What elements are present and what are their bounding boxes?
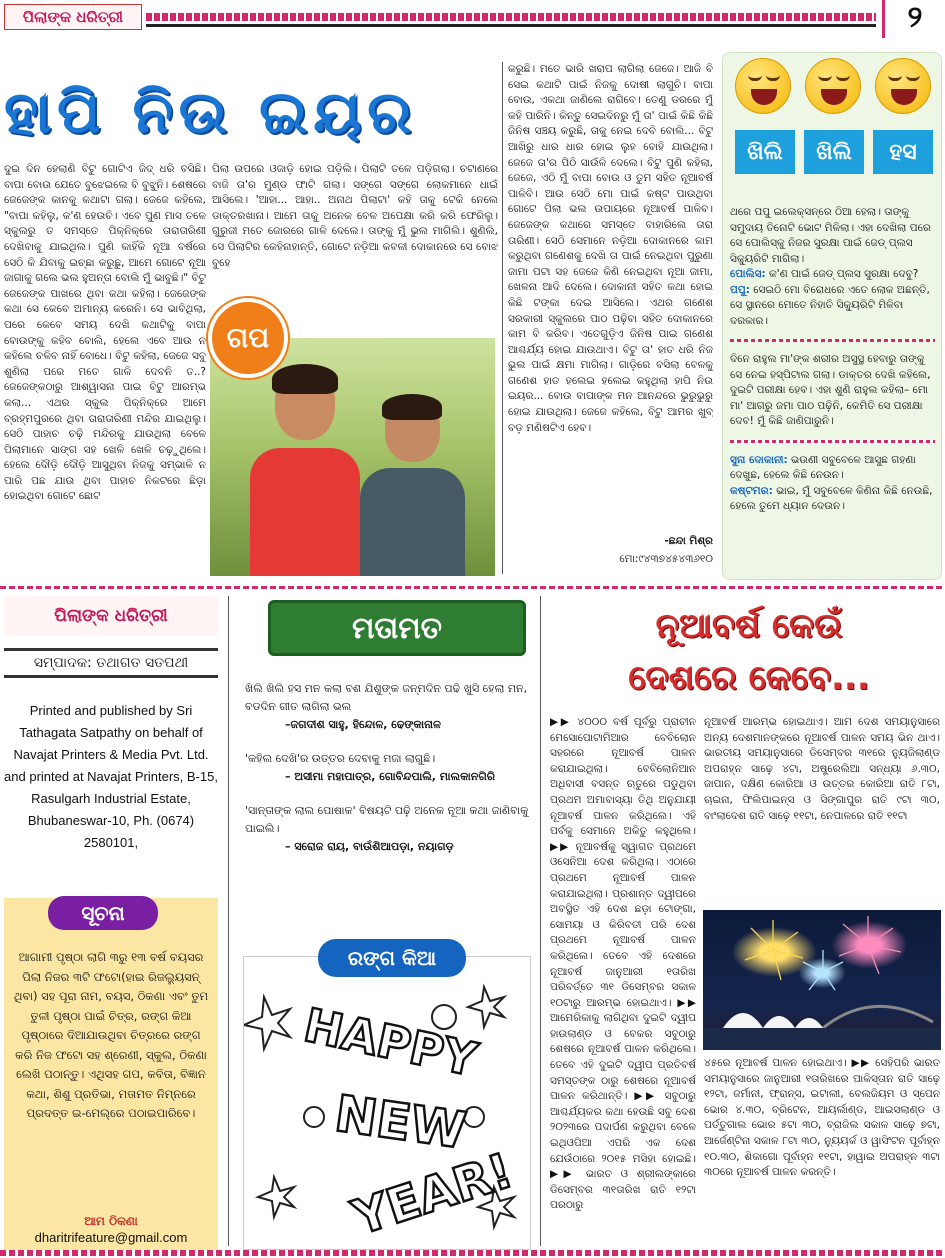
article-column-1: ▶▶ ୪୦୦୦ ବର୍ଷ ପୂର୍ବରୁ ପ୍ରାଚୀନ ମେସୋପୋଟାମିଆର ବେବିଲୋନ ସହରରେ ନୂଆବର୍ଷ ପାଳନ କରାଯାଇଥିଲା। ବେବିଲୋନିଆନ ଅଧିବାସୀ ବସନ୍ତ ଋତୁରେ ପଡୁଥିବା ପ୍ରଥମ ଅମାବାସ୍ୟା ତିଥି ଅନୁଯାୟୀ ନୂଆବର୍ଷ ପାଳନ କରିଥିଲେ। ଏହି ପର୍ବକୁ ସେମାନେ ଅକିତୁ କହୁଥିଲେ। ▶▶ ନୂଆବର୍ଷକୁ ସ୍ୱାଗତ ପ୍ରଥମେ ଓସେନିଆ ଦେଶ କରିଥିଲା। ଏଠାରେ ପ୍ରଥମେ ନୂଆବର୍ଷ ପାଳନ କରାଯାଇଥିଲା। ପ୍ରଶାନ୍ତ ଦ୍ୱୀପରେ ଅବସ୍ଥିତ ଏହି ଦେଶ ଛଡ଼ା ଟୋଙ୍ଗା, ସୋମୟା ଓ କିରିବତୀ ପରି ଦେଶ ପ୍ରଥମେ ନୂଆବର୍ଷ ପାଳନ କରିଥିଲେ। ତେବେ ଏହି ଦେଶରେ ନୂଆବର୍ଷ ଜାନୁଆରୀ ୧ତାରିଖ ପରିବର୍ତ୍ତେ ୩୧ ଡିସେମ୍ବର ସକାଳ ୧୦ଟାରୁ ଆରମ୍ଭ ହୋଇଥାଏ। ▶▶ ଆମେରିକାକୁ ଲାଗିଥିବା ଦୁଇଟି ଦ୍ୱୀପ ହାଉଲାଣ୍ଡ ଓ ବେକର ସବୁଠାରୁ ଶେଷରେ ନୂଆବର୍ଷ ପାଳନ କରିଥିଲେ। ତେବେ ଏହି ଦୁଇଟି ଦ୍ୱୀପ ପ୍ରତିବର୍ଷ ସମସ୍ତଙ୍କ ଠାରୁ ଶେଷରେ ନୂଆବର୍ଷ ପାଳନ କରିଥାନ୍ତି। ▶▶ ସବୁଠାରୁ ଆଶ୍ଚର୍ଯ୍ୟକର କଥା ହେଉଛି ସବୁ ଦେଶ ୨୦୨୩ରେ ପଦାର୍ପଣ କରୁଥିବା ବେଳେ ଇଥିଓପିଆ ଏପରି ଏକ ଦେଶ ଯେଉଁଠାରେ ୨୦୧୫ ମସିହା ହୋଇଛି। ▶▶ ଭାରତ ଓ ଶ୍ରୀଲଙ୍କାରେ ଡିସେମ୍ବର ୩୧ତାରିଖ ରାତି ୧୨ଟା ପରଠାରୁ bbox=[550, 716, 696, 1212]
coloring-word: HAPPY bbox=[299, 997, 482, 1087]
coloring-word: NEW bbox=[331, 1084, 470, 1161]
opinion-title: ମତାମତ bbox=[268, 600, 526, 656]
joke-3-speaker: କଷ୍ଟମର: bbox=[730, 484, 773, 497]
article-column-2-bottom: ୪୫ରେ ନୂଆବର୍ଷ ପାଳନ ହୋଇଥାଏ। ▶▶ ସେହିପରି ଭାରତ ସମୟାନୁସାରେ ଜାନୁଆରୀ ୧ତାରିଖରେ ପାକିସ୍ତାନ ରାତି ସାଢ଼େ ୧୨ଟା, ଜର୍ମାନୀ, ଫ୍ରାନ୍ସ, ଇଟାଲୀ, ବେଲଜିୟମ ଓ ସ୍ପେନ ଭୋର ୪.୩୦, ବ୍ରିଟେନ, ଆୟର୍ଲାଣ୍ଡ, ଆଇସଲାଣ୍ଡ ଓ ପର୍ତ୍ତୁଗାଲ ଭୋର ୫ଟା ୩୦, ବ୍ରାଜିଲ ସକାଳ ସାଢ଼େ ୭ଟା, ଆର୍ଜେଣ୍ଟିନା ସକାଳ ୮ଟା ୩୦, ନ୍ୟୁୟର୍କ ଓ ୱାସିଂଟନ ପୂର୍ବାହ୍ନ ୧୦.୩୦, ଶିକାଗୋ ପୂର୍ବାହ୍ନ ୧୧ଟା, ହାୱାଇ ଅପରାହ୍ନ ୩ଟା ୩୦ରେ ନୂଆବର୍ଷ ପାଳନ କରନ୍ତି। bbox=[704, 1057, 940, 1179]
opinion-list bbox=[245, 680, 535, 872]
masthead-stripe bbox=[146, 13, 876, 21]
laughing-emoji-icon bbox=[735, 58, 791, 114]
opinion-author: – ଅସୀମା ମହାପାତ୍ର, ଗୋବିନ୍ଦପାଲି, ମାଲକାନଗିରି bbox=[285, 770, 496, 783]
coloring-art bbox=[243, 956, 531, 1250]
column-divider bbox=[228, 596, 229, 1246]
imprint-editor: ସମ୍ପାଦକ: ତଥାଗତ ସତପଥୀ bbox=[4, 648, 218, 678]
star-doodle-icon bbox=[468, 987, 504, 1027]
notice-title: ସୂଚନା bbox=[48, 896, 158, 930]
masthead-rule bbox=[146, 24, 876, 27]
notice-address-label: ଆମ ଠିକଣା bbox=[84, 1214, 138, 1228]
fireworks-photo bbox=[703, 910, 941, 1050]
column-divider bbox=[540, 596, 541, 1246]
star-doodle-icon bbox=[244, 997, 290, 1049]
story-column-3: କରୁଛି। ମତେ ଭାରି ଖରାପ ଲାଗିଲା ଜେଜେ। ଆଜି ବି ସେଇ କଥାଟି ପାଇଁ ନିଜକୁ ଦୋଷୀ ଲାଗୁଚି। ବାପା ବୋଉ, ଏକଥା ଜାଣିଲେ ରାଗିବେ। ତେଣୁ ଡରରେ ମୁଁ କହି ପାରିନି। କିନ୍ତୁ ସେଇଦିନରୁ ମୁଁ ତା' ପାଇଁ କିଛି କିଛି ଜିନିଷ ସଞ୍ଚୟ କରୁଛି, ତାକୁ ନେଇ ଦେବି ବୋଲି... ବିଟୁ ଆଖିରୁ ଧାର ଧାର ହୋଇ ଲୁହ ବୋହି ଯାଉଥିଲା। ଜେଜେ ତା'ର ପିଠି ସାଉଁଳି ଦେଲେ। ବିଟୁ ପୁଣି କହିଲା, ଜେଜେ, ଏଠି ମୁଁ ବାପା ବୋଉ ଓ ତୁମ ସହିତ ନୂଆବର୍ଷ ପାଳିବି। ଆଉ ସେଠି ମୋ ପାଇଁ କଷ୍ଟ ପାଉଥିବା ଗୋଟେ ପିଲା ଭଲ ଉପାୟରେ ନୂଆବର୍ଷ ପାଳିବ। ଜେଜେଙ୍କ କଥାରେ ସମସ୍ତେ ବାହାରିଲେ ତାରା ତାରିଣୀ। ସେଠି ସେମାନେ ନଡ଼ିଆ ଦୋକାନରେ କାମ କରୁଥିବା ଗଣେଶକୁ ଦେଖି ତା ପାଇଁ ନେଇଥିବା ପୁରୁଣା ଜାମା ପଟା ସହ ଜେଜେ କିଣି ନେଇଥିବା ନୂଆ ଜାମା, ଖେଳନା ଆଦି ଦେଲେ। ଦୋକାନୀ ସହିତ କଥା ହୋଇ କିଛି ଟଙ୍କା ଦେଇ ଆସିଲେ। ଏଥର ଗଣେଶ ସରକାରୀ ସ୍କୁଲରେ ପାଠ ପଢ଼ିବା ସହିତ ଦୋକାନରେ କାମ ବି କରିବ। ଏତେଗୁଡ଼ିଏ ଜିନିଷ ପାଇ ଗଣେଶ ଆଶ୍ଚର୍ଯ୍ୟ ହୋଇ ଯାଉଥାଏ। ବିଟୁ ତା' ହାତ ଧରି ନିଜ ଭୁଲ ପାଇଁ କ୍ଷମା ମାଗିଲା। ଗାଡ଼ିରେ ବସିଲା ବେଳକୁ ଗଣେଶ ହାତ ହଲେଇ ହଲେଇ କହୁଥିଲା ହାପି ନିଉ ଇୟର... ବୋଉ ବାପାଙ୍କ ମନ ଆନନ୍ଦରେ ଭୁରୁଭୁରୁ ହୋଇ ଯାଉଥିଲା। ଜେଜେ କହିଲେ, ବିଟୁ ଆମର ଖୁବ୍ ବଡ଼ ମଣିଷଟିଏ ହେବ। bbox=[508, 63, 713, 434]
joke-1: ଥରେ ପପୁ ଇଲେକ୍ସନ୍‌ରେ ଠିଆ ହେଲା। ତାଙ୍କୁ ସମୁଦାୟ ତିନୋଟି ଭୋଟ ମିଳିଲା। ଏହା ଦେଖିଲା ପରେ ସେ ପୋଲିସ୍‌କୁ ନିଜର ସୁରକ୍ଷା ପାଇଁ ଜେଡ୍ ପ୍ଲସ ସିକ୍ୟୁରିଟି ମାଗିଲା। bbox=[730, 206, 931, 265]
notice-text: ଆଗାମୀ ପୃଷ୍ଠା ଲାଗି ୩ରୁ ୧୩ ବର୍ଷ ବୟସର ପିଲା ନିଜର ୩ଟି ଫଟୋ(ହାଇ ରିଜଲ୍ୟୁସନ୍ ଥିବା) ସହ ପୂରା ନାମ, ବୟସ, ଠିକଣା ଏବଂ ତୁମ ତୁଳୀ ପୃଷ୍ଠା ପାଇଁ ଚିତ୍ର, ରଙ୍ଗ କିଆ ପୃଷ୍ଠାରେ ଦିଆଯାଉଥିବା ଚିତ୍ରରେ ରଙ୍ଗ କରି ନିଜ ଫଟୋ ସହ ଶ୍ରେଣୀ, ସ୍କୁଲ, ଠିକଣା ଲେଖି ପଠାନ୍ତୁ। ଏଥିସହ ଗପ, କବିତା, ବିଜ୍ଞାନ କଥା, ଶିଶୁ ପ୍ରତିଭା, ମତାମତ ନିମ୍ନରେ ପ୍ରଦତ୍ତ ଇ-ମେଲ୍‌ରେ ପଠାଇପାରିବେ। bbox=[13, 950, 209, 1120]
joke-1-speaker: ପୋଲିସ: bbox=[730, 268, 766, 280]
story-headline: ହାପି ନିଉ ଇୟର bbox=[4, 78, 418, 146]
jokes-title-word: ଖିଲି bbox=[735, 130, 795, 174]
star-doodle-icon bbox=[258, 1177, 294, 1217]
bridge-silhouette bbox=[823, 1006, 933, 1028]
opinion-text: 'କହିଲ ଦେଖି'ର ଉତ୍ତର ଦେବାକୁ ମଜା ଲାଗୁଛି। bbox=[245, 752, 436, 765]
jokes-title-word: ହସ bbox=[873, 130, 933, 174]
article-title-line-1: ନୂଆବର୍ଷ କେଉଁ bbox=[655, 606, 843, 646]
opera-house-silhouette bbox=[723, 1013, 823, 1028]
imprint-text: Printed and published by Sri Tathagata Satpathy on behalf of Navajat Printers & Media Pvt. Ltd. and printed at Navajat Printers, B-15, Rasulgarh Industrial Estate, Bhubaneswar-10, Ph. (0674) 2580101, bbox=[4, 703, 218, 850]
coloring-illustration bbox=[244, 957, 531, 1250]
laughing-emoji-icon bbox=[805, 58, 861, 114]
fireworks-illustration bbox=[703, 910, 941, 1050]
article-column-2-top: ନୂଆବର୍ଷ ଆରମ୍ଭ ହୋଇଥାଏ। ଆମ ଦେଶ ସମୟାନୁସାରେ ଅନ୍ୟ ଦେଶମାନଙ୍କରେ ନୂଆବର୍ଷ ପାଳନ ସମୟ ଭିନ ଥାଏ। ଭାରତୀୟ ସମୟାନୁସାରେ ଡିସେମ୍ବର ୩୧ରେ ନ୍ୟୁଜିଲାଣ୍ଡ ଅପରାହ୍ନ ସାଢ଼େ ୪ଟା, ଅଷ୍ଟ୍ରେଲିଆ ସନ୍ଧ୍ୟା ୬.୩୦, ଜାପାନ, ଦକ୍ଷିଣ କୋରିଆ ଓ ଉତ୍ତର କୋରିଆ ରାତି ୮ଟା, ଚାଇନା, ଫିଲିପାଇନ୍ସ ଓ ସିଙ୍ଗାପୁର ରାତି ୯ଟା ୩୦, ବାଂଲାଦେଶ ରାତି ସାଢ଼େ ୧୧ଟା, ନେପାଳରେ ରାତି ୧୧ଟା bbox=[704, 716, 940, 822]
story-author-phone: ମୋ:୯୪୩୭୪୫୪୩୬୧୦ bbox=[619, 553, 713, 565]
page-number-divider bbox=[882, 0, 885, 38]
joke-3-line: ଭାଇ, ମୁଁ ସବୁବେଳେ କିଣିନା କିଛି ନେଉଛି, ହେଲେ ତୁମେ ଧ୍ୟାନ ଦେଉନ। bbox=[730, 484, 933, 512]
article-title bbox=[560, 600, 938, 710]
opinion-item bbox=[245, 750, 535, 786]
story-author: -ଛନ୍ଦା ମିଶ୍ର bbox=[664, 535, 713, 547]
column-divider bbox=[502, 62, 503, 574]
joke-1-speaker: ପପୁ: bbox=[730, 283, 750, 296]
jokes-body bbox=[730, 205, 935, 515]
boy-red-shirt-figure bbox=[250, 368, 360, 576]
opinion-item bbox=[245, 680, 535, 734]
laughing-emoji-icon bbox=[875, 58, 931, 114]
section-divider bbox=[0, 586, 945, 589]
opinion-author: – ସରୋଜ ରାୟ, ବାଉଁଶିଆପଡ଼ା, ନୟାଗଡ଼ bbox=[285, 840, 454, 853]
joke-1-line: କ'ଣ ପାଇଁ ଜେଡ୍ ପ୍ଲସ ସୁରକ୍ଷା ଦେବୁ? bbox=[769, 268, 919, 280]
story-column-1: ଦୁଇ ଦିନ ହେଲାଣି ବିଟୁ ଗୋଟିଏ ଜିଦ୍ ଧରି ବସିଛି। ବାପା ବୋଉ ଯେତେ ବୁଝେଇଲେ ବି ବୁଝୁନି। ଶେଷରେ ଜେଜେଙ୍କ କାନକୁ କଥାଟା ଗଲା। ଜେଜେ କହିଲେ, "ବାପା କହିଲୁ, କ'ଣ ହେଉଚି। ଏବେ ପୁଣ ମାସ ତଳେ ସ୍କୁଲରୁ ତ ସମସ୍ତେ ପିକ୍‌ନିକ୍‌ରେ ତାରାତାରିଣୀ ଦେଖିବାକୁ ଯାଇଥିଲ। ପୁଣି କାହିଁକି ନୂଆ ବର୍ଷରେ ସେଠି କି ଯିବାକୁ ଇଚ୍ଛା କରୁଛୁ, ଆମେ ଗୋଟେ ନୂଆ ଜାଗାକୁ ଗଲେ ଭଲ ହୁଅନ୍ତା ବୋଲି ମୁଁ ଭାବୁଛି।" ବିଟୁ ଜେଜେଙ୍କ ପାଖରେ ଥିବା କଥା କହିଲା। ଜେଜେଙ୍କ କଥା ସେ କେବେ ଅମାନ୍ୟ କରେନି। ସେ ଭାବିଥିଲା, ପରେ କେବେ ସମୟ ଦେଖି କଥାଟିକୁ ବାପା ବୋଉଙ୍କୁ କହିବ ବୋଲି, ହେଲେ ଏବେ ଆଉ ନ କହିଲେ ଚଳିବ ନାହିଁ ବୋଧେ। ବିଟୁ କହିଲା, ଜେଜେ ସବୁ ଶୁଣିଲା ପରେ ମତେ ଗାଳି ଦେବନି ତ..? ଜେଜେଙ୍କଠାରୁ ଆଶ୍ୱାସନା ପାଇ ବିଟୁ ଆରମ୍ଭ କଲା... ଏଥର ସ୍କୁଲ ପିକ୍‌ନିକ୍‌ରେ ଆମେ ବ୍ରହ୍ମପୁରରେ ଥିବା ତାରାତାରିଣୀ ମନ୍ଦିର ଯାଇଥିଲୁ। ସେଠି ପାହାଚ ଚଢ଼ି ମନ୍ଦିରକୁ ଯାଉଥିଲା ବେଳେ ପିଲାମାନେ ସାଙ୍ଗ ସହ ଖେଳି ଖେଳି ଚଢ଼ୁଥିଲେ। ହେଲେ ଦୌଡ଼ି ଦୌଡ଼ି ଆସୁଥିବା ନିଜକୁ ସମ୍ଭାଳି ନ ପାରି ପଛ ଯାଉ ଥିବା ପାହାଚ ନିକଟରେ ଛିଡ଼ା ହୋଇଥିବା ଗୋଟେ ଛୋଟ bbox=[4, 163, 206, 503]
story-column-2: ପିଲା ଉପରେ ଓଜାଡ଼ି ହୋଇ ପଡ଼ିଲି। ପିଲାଟି ତଳେ ପଡ଼ିଗଲା। ଚଟାଣରେ ବାଜି ତା'ର ମୁଣ୍ଡ ଫାଟି ଗଲା। ସଙ୍ଗେ ସଙ୍ଗେ ଲୋକମାନେ ଧାଇଁ ଆସିଲେ। 'ଆହା... ଆହା.. ଅନାଥ ପିଲାଟା' କହି ତାକୁ ଟେକି ନେଲେ ଡାକ୍ତରଖାନା। ଆମେ ତାକୁ ଅନେକ ବେଳ ଅପେକ୍ଷା କରି କରି ଫେରିଲୁ। ଗୁରୁଜୀ ମତେ ଜୋରରେ ଗାଳି ଦେଲେ। ତାଙ୍କୁ ମୁଁ ଭୁଲ ମାଗିଲି। ଶୁଣିଲି, ସେ ପିଲାଟିର କେହିନାହାନ୍ତି, ଗୋଟେ ନଡ଼ିଆ କବଳୀ ଦୋକାନରେ ସେ ବୋଝ ବୁହେ bbox=[212, 163, 498, 269]
boy-grey-shirt-figure bbox=[360, 398, 465, 576]
imprint-logo: ପିଲାଙ୍କ ଧରିତ୍ରୀ bbox=[4, 596, 218, 636]
page-number: ୨ bbox=[907, 0, 923, 35]
joke-2: ଦିନେ ରାହୁଲ ମା'ଙ୍କ ଶରୀର ଅସୁସ୍ଥ ହେବାରୁ ତାଙ୍କୁ ସେ ନେଇ ହସ୍ପିଟାଲ ଗଲା। ଡାକ୍ତର ଦେଖି କହିଲେ, ଦୁଇଟି ପରୀକ୍ଷା ହେବ। ଏହା ଶୁଣି ରାହୁଲ କହିଲା– ମୋ ମା' ଆଗରୁ ଜମା ପାଠ ପଢ଼ିନି, କେମିତି ସେ ପରୀକ୍ଷା ଦେବ! ମୁଁ କିଛି ଜାଣିପାରୁନି। bbox=[730, 353, 931, 427]
coloring-word: YEAR! bbox=[346, 1142, 520, 1247]
joke-3-speaker: ସୁନା ଦୋକାନୀ: bbox=[730, 453, 788, 466]
opinion-text: 'ସାନ୍ତାଙ୍କ ଲାଲ ପୋଷାକ' ବିଷୟଟି ପଢ଼ି ଅନେକ ନୂଆ କଥା ଜାଣିବାକୁ ପାଇଲି। bbox=[245, 804, 529, 835]
swirl-doodle-icon bbox=[304, 1107, 324, 1127]
footer-stripe bbox=[0, 1250, 945, 1256]
opinion-item bbox=[245, 802, 535, 856]
jokes-title-word: ଖିଲି bbox=[804, 130, 864, 174]
coloring-title: ରଙ୍ଗ କିଆ bbox=[318, 939, 466, 977]
harbour-water bbox=[703, 1028, 941, 1050]
joke-divider bbox=[730, 339, 935, 342]
joke-3-line: ଭଉଣୀ ସବୁବେଳେ ଆସୁଛ ଗହଣା ଦେଖୁଛ, ହେଲେ କିଛି ନେଉନ। bbox=[730, 453, 916, 481]
joke-1-line: ସେଇଠି ମୋ ବିରୋଧରେ ଏତେ ଲୋକ ଅଛନ୍ତି, ସେ ସ୍ଥାନରେ ମୋତେ ନିହାତି ସିକ୍ୟୁରିଟି ମିଳିବା ଦରକାର। bbox=[730, 283, 930, 327]
opinion-text: ଖିଲି ଖିଲି ହସ ମନ କଲା ବଶ ଯିଶୁଙ୍କ ଜନ୍ମଦିନ ପଢି ଖୁସି ହେଲା ମନ, ବଡଦିନ ଗୀତ ଲାଗିଲା ଭଲ bbox=[245, 682, 528, 713]
opinion-author: –ଜଗଦୀଶ ସାହୁ, ହିନ୍ଦୋଳ, ଢେଙ୍କାନାଳ bbox=[285, 718, 441, 731]
section-badge-gap: ଗପ bbox=[208, 298, 288, 378]
notice-email[interactable]: dharitrifeature@gmail.com bbox=[34, 1230, 188, 1245]
joke-divider bbox=[730, 440, 935, 443]
masthead bbox=[0, 0, 945, 46]
article-title-line-2: ଦେଶରେ କେବେ... bbox=[628, 658, 870, 698]
masthead-logo: ପିଲାଙ୍କ ଧରିତ୍ରୀ bbox=[4, 4, 142, 30]
